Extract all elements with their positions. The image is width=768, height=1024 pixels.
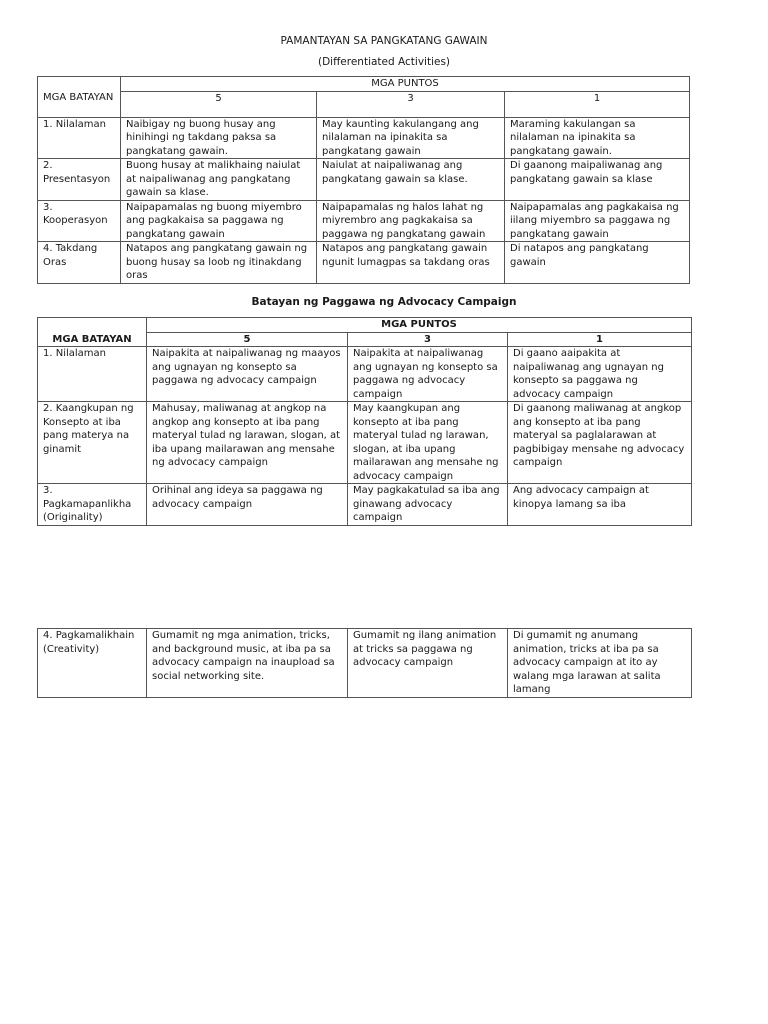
score-header-3: 3 xyxy=(317,91,505,117)
points-header: MGA PUNTOS xyxy=(147,318,692,333)
rubric-cell: Naibigay ng buong husay ang hinihingi ng takdang paksa sa pangkatang gawain. xyxy=(121,117,317,159)
rubric-cell: Ang advocacy campaign at kinopya lamang sa iba xyxy=(508,484,692,526)
criterion-cell: 4. Takdang Oras xyxy=(38,242,121,284)
rubric-cell: Gumamit ng mga animation, tricks, and background music, at iba pa sa advocacy campaign na inaupload sa social networking site. xyxy=(147,629,348,698)
points-header: MGA PUNTOS xyxy=(121,77,690,92)
rubric-cell: May kaangkupan ang konsepto at iba pang materyal tulad ng larawan, slogan, at iba upang mailarawan ang mensahe ng advocacy campaign xyxy=(348,402,508,484)
rubric-cell: Natapos ang pangkatang gawain ngunit lumagpas sa takdang oras xyxy=(317,242,505,284)
rubric-cell: May kaunting kakulangang ang nilalaman na ipinakita sa pangkatang gawain xyxy=(317,117,505,159)
rubric-cell: Naipapamalas ng halos lahat ng miyrembro ang pagkakaisa sa paggawa ng pangkatang gawain xyxy=(317,200,505,242)
section-title: Batayan ng Paggawa ng Advocacy Campaign xyxy=(251,296,517,308)
rubric-table-advocacy-continued xyxy=(37,628,692,698)
table-row xyxy=(38,484,692,526)
table-row xyxy=(38,200,690,242)
rubric-cell: Gumamit ng ilang animation at tricks sa paggawa ng advocacy campaign xyxy=(348,629,508,698)
criterion-cell: 2. Kaangkupan ng Konsepto at iba pang materya na ginamit xyxy=(38,402,147,484)
table-row xyxy=(38,629,692,698)
criterion-cell: 3. Kooperasyon xyxy=(38,200,121,242)
rubric-cell: Naipapamalas ang pagkakaisa ng iilang miyembro sa paggawa ng pangkatang gawain xyxy=(505,200,690,242)
rubric-cell: Naipakita at naipaliwanag ng maayos ang ugnayan ng konsepto sa paggawa ng advocacy campaign xyxy=(147,347,348,402)
score-header-5: 5 xyxy=(147,332,348,347)
score-header-1: 1 xyxy=(505,91,690,117)
criterion-cell: 1. Nilalaman xyxy=(38,347,147,402)
score-header-1: 1 xyxy=(508,332,692,347)
document-subtitle: (Differentiated Activities) xyxy=(317,56,451,68)
table-row xyxy=(38,117,690,159)
rubric-cell: Mahusay, maliwanag at angkop na angkop ang konsepto at iba pang materyal tulad ng larawan, slogan, at iba upang mailarawan ang mensahe ng advocacy campaign xyxy=(147,402,348,484)
criteria-header: MGA BATAYAN xyxy=(38,318,147,347)
rubric-table-group-activity xyxy=(37,76,690,284)
rubric-cell: Di gaano aaipakita at naipaliwanag ang ugnayan ng konsepto sa paggawa ng advocacy campaign xyxy=(508,347,692,402)
rubric-cell: Naipapamalas ng buong miyembro ang pagkakaisa sa paggawa ng pangkatang gawain xyxy=(121,200,317,242)
table-row xyxy=(38,159,690,201)
rubric-table-advocacy-campaign xyxy=(37,317,692,526)
rubric-cell: May pagkakatulad sa iba ang ginawang advocacy campaign xyxy=(348,484,508,526)
rubric-cell: Di natapos ang pangkatang gawain xyxy=(505,242,690,284)
score-header-5: 5 xyxy=(121,91,317,117)
table-row xyxy=(38,402,692,484)
table-row xyxy=(38,242,690,284)
rubric-cell: Di gaanong maliwanag at angkop ang konsepto at iba pang materyal sa paglalarawan at pagbibigay mensahe ng advocacy campaign xyxy=(508,402,692,484)
criterion-cell: 1. Nilalaman xyxy=(38,117,121,159)
rubric-cell: Buong husay at malikhaing naiulat at naipaliwanag ang pangkatang gawain sa klase. xyxy=(121,159,317,201)
rubric-cell: Orihinal ang ideya sa paggawa ng advocacy campaign xyxy=(147,484,348,526)
rubric-cell: Naipakita at naipaliwanag ang ugnayan ng konsepto sa paggawa ng advocacy campaign xyxy=(348,347,508,402)
criterion-cell: 3. Pagkamapanlikha (Originality) xyxy=(38,484,147,526)
rubric-cell: Natapos ang pangkatang gawain ng buong husay sa loob ng itinakdang oras xyxy=(121,242,317,284)
rubric-cell: Di gaanong maipaliwanag ang pangkatang gawain sa klase xyxy=(505,159,690,201)
criterion-cell: 2. Presentasyon xyxy=(38,159,121,201)
criteria-header: MGA BATAYAN xyxy=(38,77,121,118)
rubric-cell: Maraming kakulangan sa nilalaman na ipinakita sa pangkatang gawain. xyxy=(505,117,690,159)
document-title: PAMANTAYAN SA PANGKATANG GAWAIN xyxy=(280,35,488,47)
table-row xyxy=(38,347,692,402)
rubric-cell: Naiulat at naipaliwanag ang pangkatang gawain sa klase. xyxy=(317,159,505,201)
criterion-cell: 4. Pagkamalikhain (Creativity) xyxy=(38,629,147,698)
score-header-3: 3 xyxy=(348,332,508,347)
rubric-cell: Di gumamit ng anumang animation, tricks at iba pa sa advocacy campaign at ito ay walang mga larawan at salita lamang xyxy=(508,629,692,698)
